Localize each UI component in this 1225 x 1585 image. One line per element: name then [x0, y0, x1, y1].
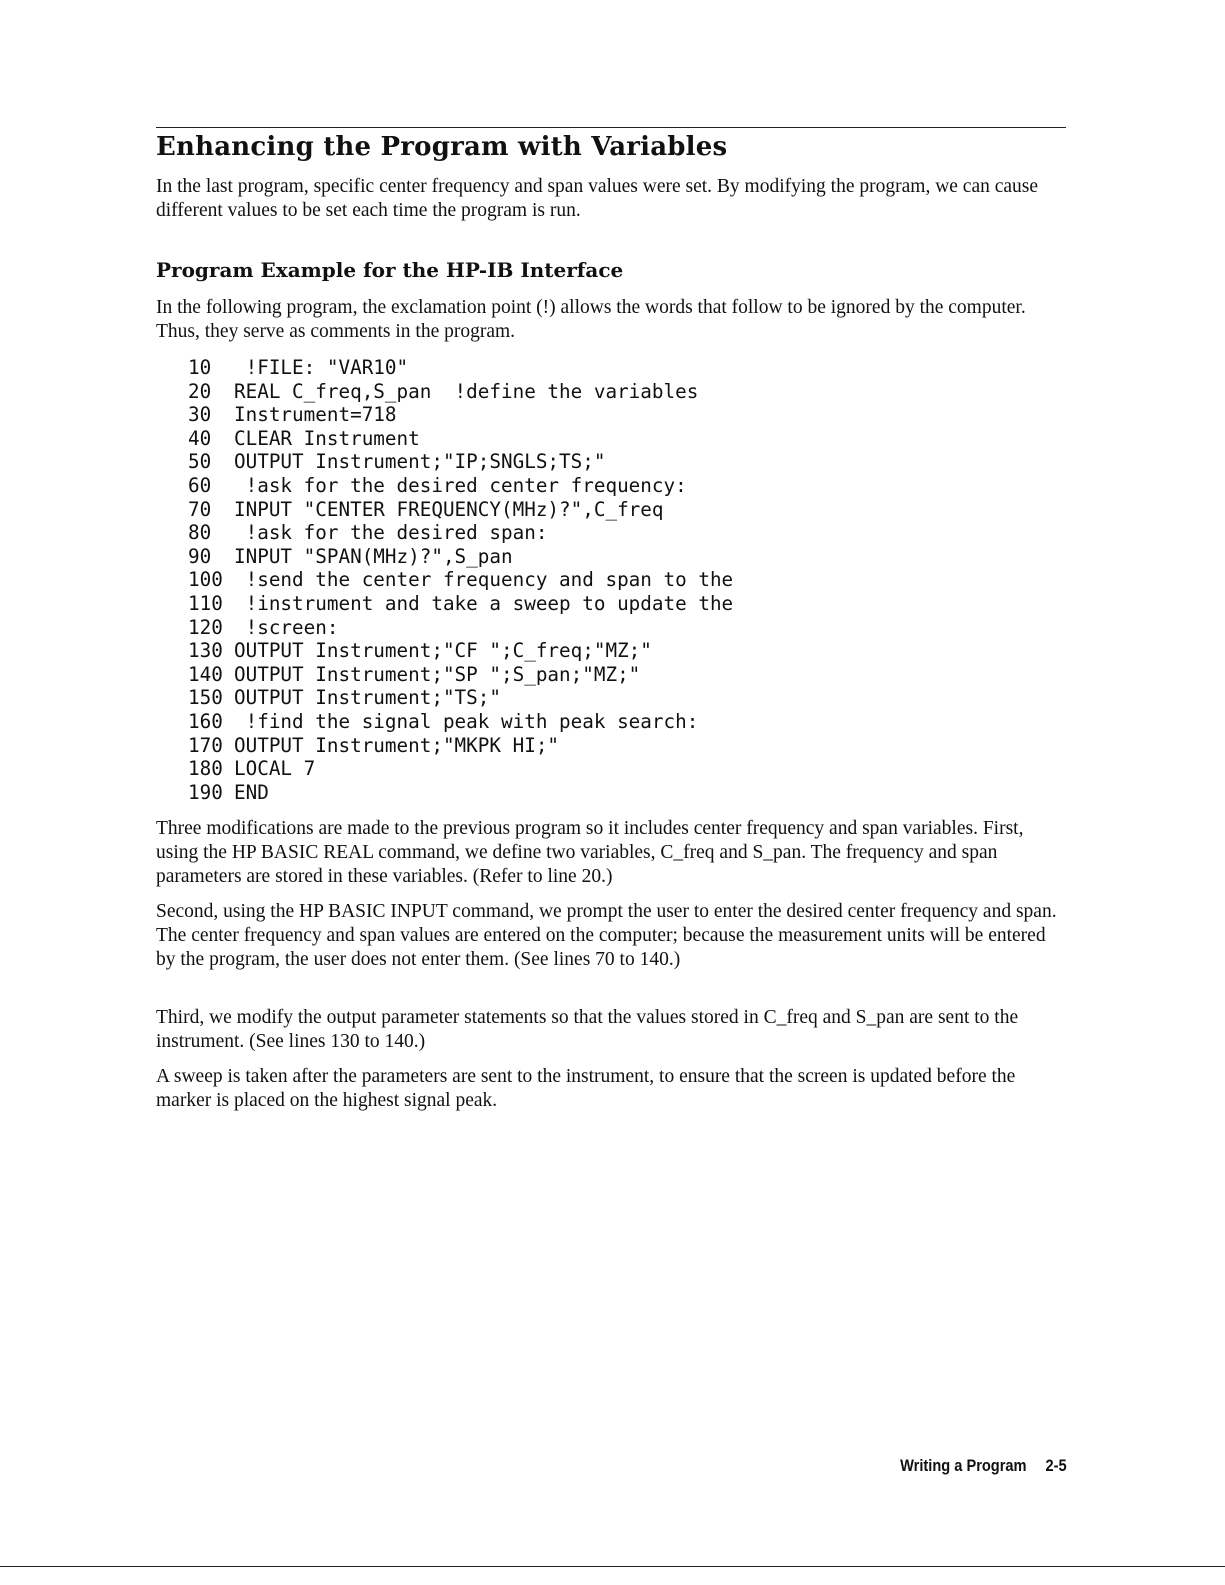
code-line-text: !FILE: "VAR10": [234, 356, 409, 379]
example-title: Program Example for the HP-IB Interface: [156, 258, 624, 282]
code-line-text: OUTPUT Instrument;"SP ";S_pan;"MZ;": [234, 662, 641, 686]
code-line-number: 20: [188, 379, 212, 403]
code-line: [188, 568, 733, 592]
code-line-number: 50: [188, 450, 212, 474]
paragraph-third: Third, we modify the output parameter statements so that the values stored in C_freq and S_pan are sent to the instrument. (See lines 130 to 140.): [156, 1007, 1019, 1052]
code-line-text: !send the center frequency and span to the: [234, 568, 734, 592]
code-line-number: 110: [188, 591, 223, 615]
section-title: Enhancing the Program with Variables: [156, 132, 728, 162]
code-line: [188, 450, 733, 474]
paragraph-second: Second, using the HP BASIC INPUT command, we prompt the user to enter the desired center frequency and span. The center frequency and span values are entered on the computer; because the measurement units will be entered by the program, the user does not enter them. (See lines 70 to 140.): [156, 901, 1057, 970]
footer-page-number: 2-5: [1045, 1456, 1067, 1475]
footer-chapter: Writing a Program: [900, 1456, 1027, 1475]
example-intro: In the following program, the exclamation point (!) allows the words that follow to be ignored by the computer. Thus, they serve as comments in the program.: [156, 297, 1026, 342]
code-line: [188, 616, 733, 640]
code-line: [188, 427, 733, 451]
code-line-number: 60: [188, 473, 212, 497]
top-rule: [156, 127, 1066, 128]
code-line-number: 80: [188, 521, 212, 545]
code-line: [188, 498, 733, 522]
code-line-text: Instrument=718: [234, 403, 397, 427]
code-line: [188, 592, 733, 616]
code-line: [188, 734, 733, 758]
section-intro: In the last program, specific center frequency and span values were set. By modifying the program, we can cause different values to be set each time the program is run.: [156, 176, 1039, 221]
code-line: [188, 686, 733, 710]
code-line-number: 150: [188, 686, 223, 710]
code-line: [188, 781, 733, 805]
code-line: [188, 663, 733, 687]
code-line-text: !screen:: [234, 615, 339, 639]
code-line: [188, 545, 733, 569]
code-line-text: INPUT "SPAN(MHz)?",S_pan: [234, 544, 513, 568]
code-line-text: OUTPUT Instrument;"IP;SNGLS;TS;": [234, 450, 606, 474]
code-line-number: 130: [188, 639, 223, 663]
code-line-number: 180: [188, 757, 223, 781]
code-line: [188, 521, 733, 545]
code-line-text: OUTPUT Instrument;"MKPK HI;": [234, 733, 560, 757]
code-line-number: 140: [188, 662, 223, 686]
code-listing: [188, 356, 733, 804]
paragraph-sweep: A sweep is taken after the parameters are sent to the instrument, to ensure that the screen is updated before the marker is placed on the highest signal peak.: [156, 1066, 1016, 1111]
code-line-text: !ask for the desired center frequency:: [234, 473, 687, 497]
code-line: [188, 710, 733, 734]
code-line-text: LOCAL 7: [234, 757, 316, 781]
paragraph-modifications: Three modifications are made to the previous program so it includes center frequency and span variables. First, using the HP BASIC REAL command, we define two variables, C_freq and S_pan. The frequency and span parameters are stored in these variables. (Refer to line 20.): [156, 818, 1024, 887]
code-line-number: 190: [188, 780, 223, 804]
bottom-rule: [0, 1566, 1225, 1567]
code-line-text: REAL C_freq,S_pan !define the variables: [234, 379, 699, 403]
code-line-text: !find the signal peak with peak search:: [234, 709, 699, 733]
code-line-number: 160: [188, 709, 223, 733]
code-line-text: !instrument and take a sweep to update the: [234, 591, 734, 615]
code-line-text: !ask for the desired span:: [234, 521, 548, 545]
code-line-number: 170: [188, 733, 223, 757]
code-line-text: CLEAR Instrument: [234, 426, 420, 450]
code-line-number: 30: [188, 403, 212, 427]
code-line-text: OUTPUT Instrument;"CF ";C_freq;"MZ;": [234, 639, 652, 663]
code-line-text: OUTPUT Instrument;"TS;": [234, 686, 501, 710]
code-line-text: END: [234, 780, 269, 804]
code-line: [188, 356, 733, 380]
code-line-number: 10: [188, 356, 212, 379]
code-line-number: 120: [188, 615, 223, 639]
code-line-number: 90: [188, 544, 212, 568]
code-line: [188, 403, 733, 427]
code-line-number: 40: [188, 426, 212, 450]
code-line-text: INPUT "CENTER FREQUENCY(MHz)?",C_freq: [234, 497, 664, 521]
code-line: [188, 639, 733, 663]
code-line: [188, 757, 733, 781]
code-line: [188, 474, 733, 498]
code-line: [188, 380, 733, 404]
code-line-number: 70: [188, 497, 212, 521]
page-footer: [900, 1456, 1067, 1476]
code-line-number: 100: [188, 568, 223, 592]
